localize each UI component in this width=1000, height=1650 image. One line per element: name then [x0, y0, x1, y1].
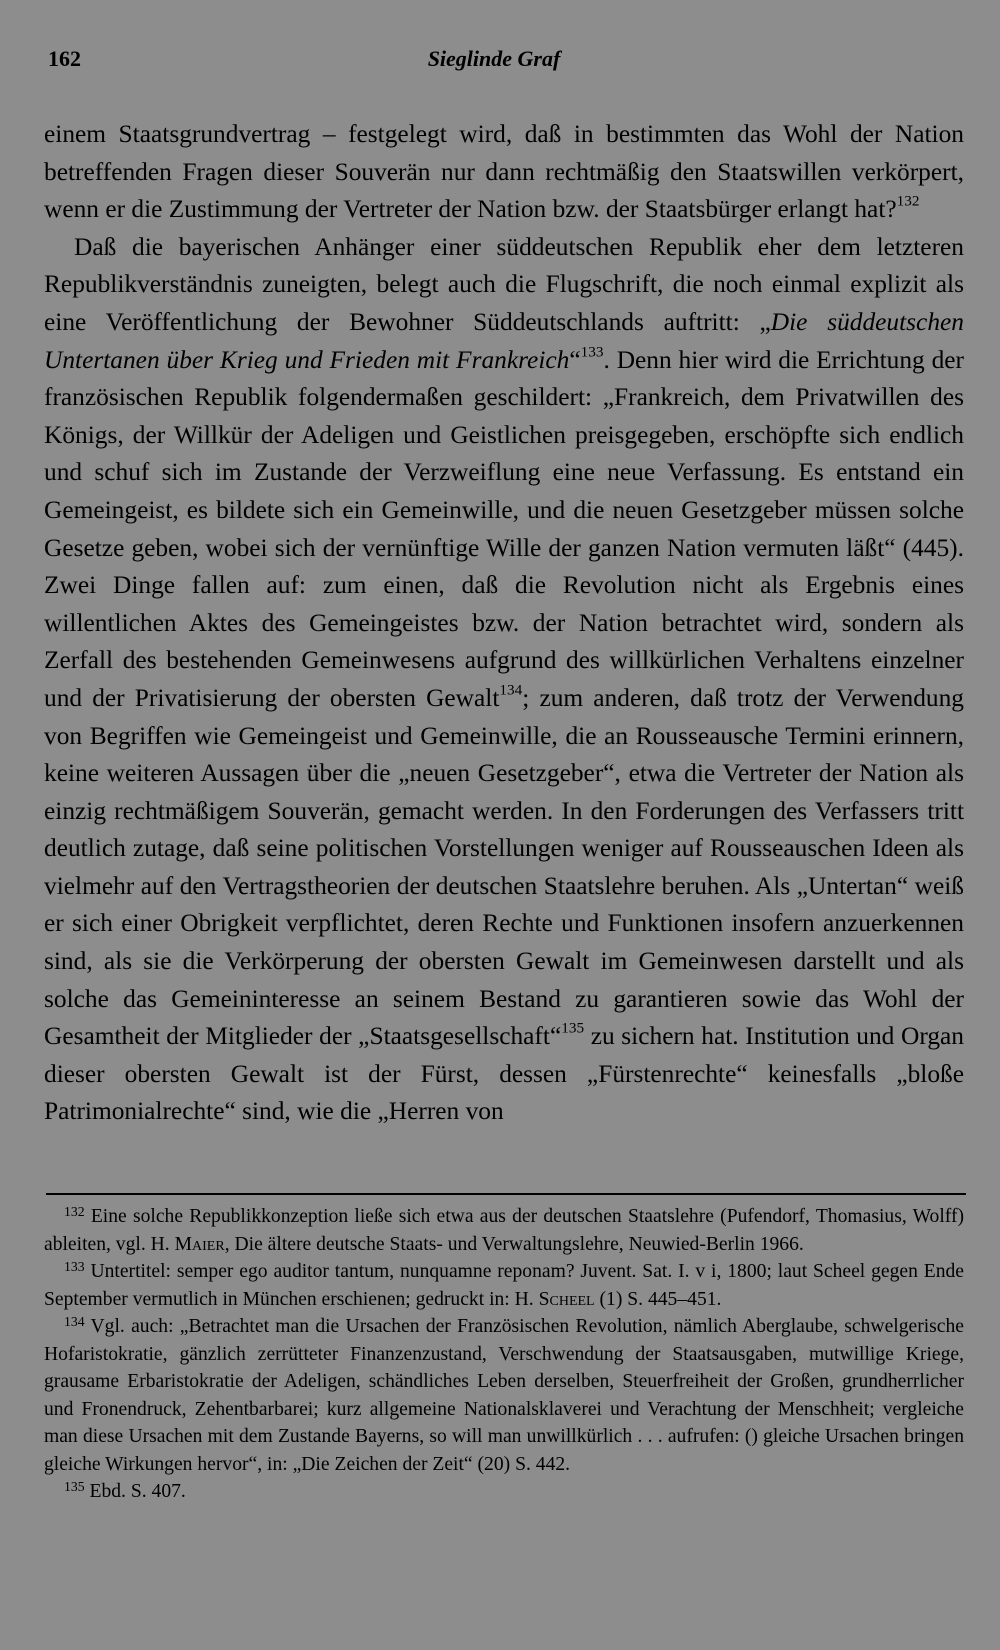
footnote-text: Vgl. auch: „Betrachtet man die Ursachen der Französischen Revolution, nämlich Aberglaube, schwelgerische Hofaristokratie, gänzlich zerrütteter Finanzenzustand, Verschwendung der Staatsausgaben, mutwillige Kriege, grausame Erbaristokratie der Adeligen, schändliches Leben derselben, Steuerfreiheit der Großen, grundherrlicher und Fronendruck, Zehentbarbarei; kurz allgemeine Nationalsklaverei und Verachtung der Menschheit; vergleiche man diese Ursachen mit dem Zustande Bayerns, so will man unwillkürlich . . . aufrufen: () gleiche Ursachen bringen gleiche Wirkungen hervor“, in: „Die Zeichen der Zeit“ (20) S. 442. [44, 1316, 964, 1475]
footnote-text: Ebd. S. 407. [89, 1481, 186, 1502]
paragraph-2-text-c: . Denn hier wird die Errichtung der französischen Republik folgendermaßen geschildert: „Frankreich, dem Privatwillen des Königs, der Willkür der Adeligen und Geistlichen preisgegeben, erschöpfte sich endlich und schuf sich im Zustande der Verzweiflung eine neue Verfassung. Es entstand ein Gemeingeist, es bildete sich ein Gemeinwille, und die neuen Gesetzgeber müssen solche Gesetze geben, wobei sich der vernünftige Wille der ganzen Nation vermuten läßt“ (445). Zwei Dinge fallen auf: zum einen, daß die Revolution nicht als Ergebnis eines willentlichen Aktes des Gemeingeistes bzw. der Nation betrachtet wird, sondern als Zerfall des bestehenden Gemeinwesens aufgrund des willkürlichen Verhaltens einzelner und der Privatisierung der obersten Gewalt [44, 345, 964, 712]
footnote-divider [46, 1193, 966, 1195]
footnote-author: Scheel [538, 1288, 595, 1310]
footnote-number: 133 [64, 1258, 85, 1274]
paragraph-1-text: einem Staatsgrundvertrag – festgelegt wird, daß in bestimmten das Wohl der Nation betreffenden Fragen dieser Souverän nur dann rechtmäßig den Staatswillen verkörpert, wenn er die Zustimmung der Vertreter der Nation bzw. der Staatsbürger erlangt hat? [44, 120, 964, 224]
footnote-ref-135: 135 [561, 1019, 585, 1037]
footnote-author: Maier [174, 1233, 225, 1255]
footnote-132 [44, 1203, 964, 1258]
footnote-text: , Die ältere deutsche Staats- und Verwaltungslehre, Neuwied-Berlin 1966. [224, 1233, 804, 1255]
paragraph-1 [44, 116, 964, 229]
paragraph-2-text-e: zu sichern hat. Institution und Organ dieser obersten Gewalt ist der Fürst, dessen „Fürstenrechte“ keinesfalls „bloße Patrimonialrechte“ sind, wie die „Herren von [44, 1022, 964, 1126]
page-header [48, 42, 940, 76]
footnotes [44, 1203, 964, 1506]
running-head: Sieglinde Graf [427, 46, 561, 71]
footnote-text: (1) S. 445–451. [594, 1288, 722, 1310]
footnote-134 [44, 1313, 964, 1478]
paragraph-2-text-d: ; zum anderen, daß trotz der Verwendung von Begriffen wie Gemeingeist und Gemeinwille, die an Rousseausche Termini erinnern, keine weiteren Aussagen über die „neuen Gesetzgeber“, etwa die Vertreter der Nation als einzig rechtmäßigem Souverän, gemacht werden. In den Forderungen des Verfassers tritt deutlich zutage, daß seine politischen Vorstellungen weniger auf Rousseauschen Ideen als vielmehr auf den Vertragstheorien der deutschen Staatslehre beruhen. Als „Untertan“ weiß er sich einer Obrigkeit verpflichtet, deren Rechte und Funktionen insofern anzuerkennen sind, als sie die Verkörperung der obersten Gewalt im Gemeinwesen darstellt und als solche das Gemeininteresse an seinem Bestand zu garantieren sowie das Wohl der Gesamtheit der Mitglieder der „Staatsgesellschaft“ [44, 683, 965, 1051]
paragraph-2 [44, 229, 964, 1131]
footnote-ref-134: 134 [499, 681, 523, 699]
footnote-135 [44, 1478, 964, 1506]
footnote-text: Untertitel: semper ego auditor tantum, nunquamne reponam? Juvent. Sat. I. v i, 1800; laut Scheel gegen Ende September vermutlich in München erschienen; gedruckt in: H. [44, 1261, 964, 1310]
paragraph-2-text-b: “ [569, 345, 581, 374]
footnote-ref-133: 133 [580, 343, 604, 361]
page-number: 162 [48, 46, 81, 71]
footnote-number: 132 [64, 1203, 85, 1219]
footnote-number: 135 [64, 1478, 85, 1494]
paragraph-2-text-a: Daß die bayerischen Anhänger einer süddeutschen Republik eher dem letzteren Republikverständnis zuneigten, belegt auch die Flugschrift, die noch einmal explizit als eine Veröffentlichung der Bewohner Süddeutschlands auftritt: „ [44, 232, 964, 336]
footnote-ref-132: 132 [896, 192, 920, 210]
pamphlet-title: Die süddeutschen Untertanen über Krieg und Frieden mit Frankreich [44, 307, 964, 374]
footnote-text: Eine solche Republikkonzeption ließe sich etwa aus der deutschen Staatslehre (Pufendorf, Thomasius, Wolff) ableiten, vgl. H. [44, 1206, 964, 1255]
main-text [44, 116, 964, 1131]
footnote-number: 134 [64, 1313, 85, 1329]
footnote-133 [44, 1258, 964, 1313]
